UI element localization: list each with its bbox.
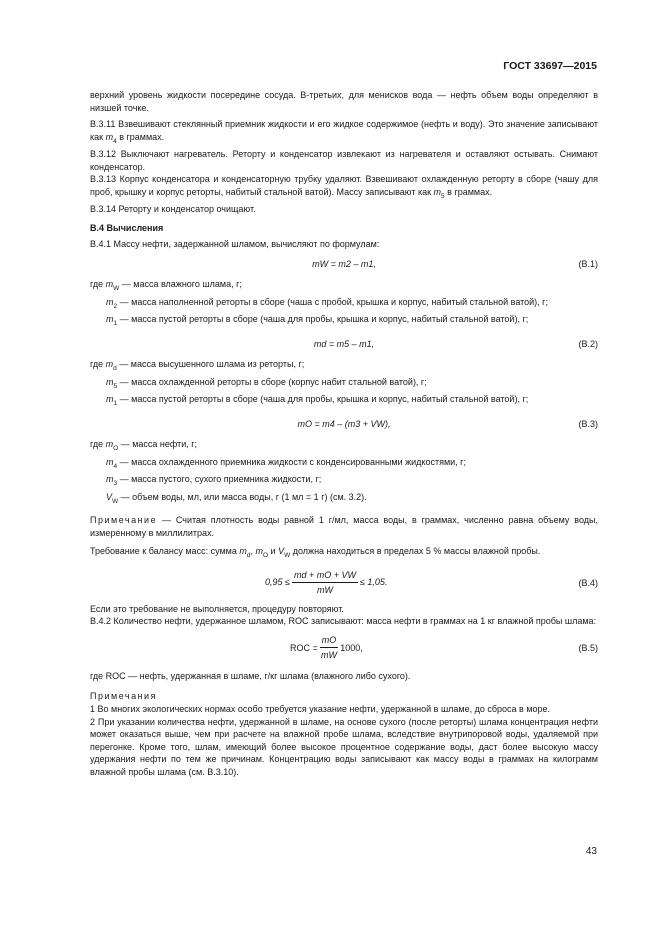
section-heading: В.4 Вычисления [90,222,164,233]
legend-line [90,393,598,410]
legend-subscript: W [113,284,120,292]
clause-b311-tail: в граммах. [116,131,165,142]
equation-b4-left: 0,95 ≤ [265,577,290,588]
legend-b3 [90,438,598,508]
legend-symbol: V [106,491,113,502]
legend-subscript: 2 [113,302,118,310]
legend-lead: где [90,439,106,450]
legend-subscript: 5 [113,382,118,390]
legend-subscript: 1 [113,399,118,407]
equation-b1-formula: mW = m2 – m1, [312,259,376,270]
legend-text: — масса нефти, г; [118,439,198,450]
equation-b2-number: (В.2) [578,339,598,350]
legend-text: — масса пустой реторты в сборе (чаша для пробы, крышка и корпус, набитый стальной ватой), г; [117,313,529,324]
repeat-instruction: Если это требование не выполняется, процедуру повторяют. [90,603,344,614]
symbol-subscript: 5 [441,192,445,200]
legend-subscript: d [113,365,117,373]
legend-line [90,376,598,393]
legend-symbol: m [106,474,114,485]
equation-b2-formula: md = m5 – m1, [313,339,375,350]
legend-symbol: m [106,456,114,467]
balance-text: Требование к балансу масс: сумма [90,546,240,557]
legend-symbol: m [106,376,114,387]
clause-b313-tail: в граммах. [444,186,493,197]
legend-symbol: m [105,439,114,450]
equation-b4-number: (В.4) [578,577,598,588]
legend-text: — масса охлажденного приемника жидкости с конденсированными жидкостями, г; [117,456,466,467]
legend-line [90,438,598,455]
equation-b1 [90,258,598,272]
legend-symbol: m [105,279,114,290]
legend-text: — масса пустой реторты в сборе (чаша для пробы, крышка и корпус, набитый стальной ватой), г; [117,394,529,405]
clause-b313 [90,173,598,203]
legend-line [90,491,598,508]
equation-b5-left: ROC = [290,642,318,653]
equation-b5-number: (В.5) [578,642,598,653]
legend-text: — масса высушенного шлама из реторты, г; [116,359,305,370]
note-density [90,514,598,539]
document-id: ГОСТ 33697—2015 [503,60,597,72]
note-1: 1 Во многих экологических нормах особо требуется указание нефти, удержанной в шламе, до сброса в море. [90,703,551,714]
legend-lead: где [90,279,106,290]
symbol-subscript: 4 [113,137,117,145]
legend-subscript: 3 [113,480,118,488]
equation-b3 [90,418,598,432]
legend-text: — объем воды, мл, или масса воды, г (1 мл = 1 г) (см. 3.2). [118,491,367,502]
legend-symbol: m [106,394,114,405]
legend-line [90,456,598,473]
equation-b1-number: (В.1) [578,259,598,270]
fraction-denominator: mW [316,585,333,596]
clause-b313-text: В.3.13 Корпус конденсатора и конденсаторную трубку удаляют. Взвешивают охлажденную реторту в сборе (чашу для проб, крышку и корпус реторты, набитый стальной ватой). Массу записывают как [90,174,598,197]
legend-subscript: W [112,497,119,505]
clause-b41: В.4.1 Массу нефти, задержанной шламом, вычисляют по формулам: [90,238,380,249]
equation-b5-formula [290,634,363,662]
equation-b5 [90,634,598,664]
legend-line [90,313,598,330]
page-number: 43 [585,846,597,857]
legend-b2 [90,358,598,410]
equation-b5-right: 1000, [340,642,363,653]
legend-subscript: O [113,445,119,453]
legend-subscript: 4 [113,462,118,470]
balance-tail: должна находиться в пределах 5 % массы влажной пробы. [290,546,541,557]
clause-b311-text: В.3.11 Взвешивают стеклянный приемник жидкости и его жидкое содержимое (нефть и воду). Это значение записывают как [90,119,598,142]
legend-text: — масса влажного шлама, г; [119,279,242,290]
clause-b312: В.3.12 Выключают нагреватель. Реторту и конденсатор извлекают из нагревателя и оставляют остывать. Снимают конденсатор. [90,149,598,172]
clause-b314: В.3.14 Реторту и конденсатор очищают. [90,204,256,215]
legend-line [90,473,598,490]
legend-text: — масса охлажденной реторты в сборе (корпус набит стальной ватой), г; [117,376,427,387]
note-label: Примечание [90,515,158,526]
legend-symbol: m [106,313,114,324]
legend-line [90,278,598,295]
fraction-numerator: mO [320,634,339,649]
legend-lead: где [90,359,106,370]
legend-subscript: 1 [113,319,118,327]
note-2: 2 При указании количества нефти, удержанной в шламе, на основе сухого (после реторты) шлама концентрация нефти может оказаться выше, чем при расчете на влажной пробе шлама, вследствие внутрипоровой воды, удаляемой при перегонке. Кроме того, шлам, имеющий более высокое процентное содержание воды, даст более высокую массу удержания нефти по тем же причинам. Концентрацию воды записывают как массу воды в граммах на килограмм влажной пробы шлама (см. В.3.10). [90,716,598,777]
fraction-denominator: mW [321,650,338,661]
notes-heading: Примечания [90,691,157,702]
legend-line [90,358,598,375]
symbol: m [105,131,114,142]
clause-b311 [90,118,598,148]
legend-symbol: m [105,359,114,370]
balance-requirement: Требование к балансу масс: сумма $m_d$, $m_O$ и $V_W$ должна находиться в пределах 5 % массы влажной пробы. [90,546,541,560]
symbol: m [433,186,442,197]
legend-symbol: m [106,296,114,307]
legend-b1 [90,278,598,330]
equation-b3-number: (В.3) [578,419,598,430]
equation-b3-formula: mO = m4 – (m3 + VW), [297,419,391,430]
note-text: — Считая плотность воды равной 1 г/мл, масса воды, в граммах, численно равна объему воды, измеренному в миллилитрах. [90,515,598,538]
equation-b4 [90,569,598,599]
legend-line [90,296,598,313]
fraction [292,569,358,597]
fraction-numerator: md + mO + VW [292,569,358,584]
legend-text: — масса наполненной реторты в сборе (чаша с пробой, крышка и корпус, набитый стальной ватой), г; [117,296,548,307]
page-body [90,89,598,779]
equation-b4-formula [265,569,387,597]
equation-b2 [90,338,598,352]
legend-text: — масса пустого, сухого приемника жидкости, г; [117,474,322,485]
roc-definition: где ROC — нефть, удержанная в шламе, г/кг шлама (влажного либо сухого). [90,670,411,681]
clause-b42: В.4.2 Количество нефти, удержанное шламом, ROC записывают: масса нефти в граммах на 1 кг влажной пробы шлама: [90,616,597,627]
fraction [320,634,339,662]
intro-paragraph: верхний уровень жидкости посередине сосуда. В-третьих, для менисков вода — нефть объем воды определяют в низшей точке. [90,90,598,113]
equation-b4-right: ≤ 1,05. [359,577,388,588]
